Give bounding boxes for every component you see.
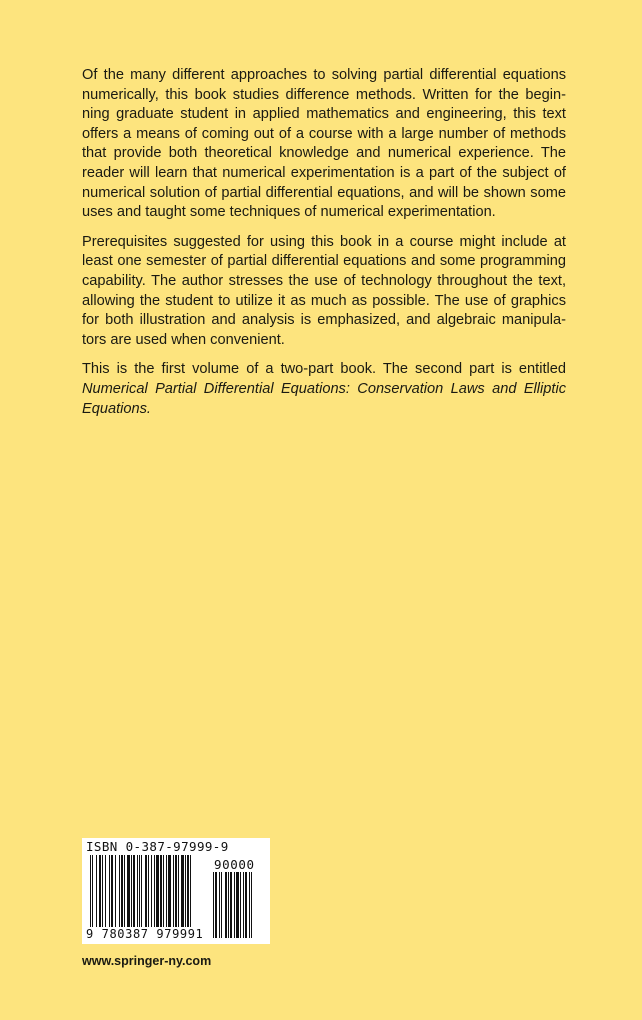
ean-barcode-bars [90,855,208,927]
ean-digits: 9 780387 979991 [86,927,204,941]
barcode-bar [102,855,103,927]
addon-barcode-bars [213,872,265,938]
sequel-title: Numerical Partial Differential Equations: Conservation Laws and Elliptic Equations. [82,380,566,417]
barcode-bar [99,855,101,927]
barcode-bar [139,855,140,927]
barcode-bar [137,855,138,927]
addon-bar [251,872,252,938]
barcode-bar [148,855,149,927]
barcode-bar [131,855,132,927]
addon-bar [219,872,220,938]
barcode-bar [96,855,97,927]
barcode-bar [178,855,179,927]
barcode-bar [175,855,177,927]
addon-bar [215,872,217,938]
barcode-bar [160,855,162,927]
barcode-bar [111,855,113,927]
addon-bar [225,872,227,938]
barcode-bar [190,855,191,927]
addon-digits: 90000 [214,857,255,872]
barcode-bar [92,855,93,927]
blurb-paragraph-3 [82,360,566,419]
barcode-bar [187,855,189,927]
barcode-bar [181,855,184,927]
isbn-barcode [82,838,270,944]
addon-bar [213,872,214,938]
addon-bar [221,872,222,938]
addon-bar [240,872,241,938]
barcode-bar [133,855,135,927]
barcode-bar [173,855,174,927]
addon-bar [243,872,244,938]
addon-bar [234,872,235,938]
barcode-bar [119,855,120,927]
barcode-bar [115,855,116,927]
barcode-bar [124,855,125,927]
barcode-bar [163,855,164,927]
barcode-bar [141,855,142,927]
barcode-bar [105,855,106,927]
addon-bar [236,872,239,938]
addon-bar [249,872,250,938]
addon-bar [230,872,232,938]
barcode-bar [145,855,147,927]
blurb-paragraph-2: Prerequisites suggested for using this book in a course might include at least one semester of partial differential equations and some programming capability. The author stresses the use of technology throughout the text, allowing the student to utilize it as much as possible. The use of graphics for both illustration and analysis is emphasized, and algebraic manipulators are used when convenient. [82,233,566,348]
barcode-bar [154,855,155,927]
barcode-bar [127,855,130,927]
barcode-bar [90,855,91,927]
blurb-paragraph-3-text: This is the first volume of a two-part book. The second part is entitled [82,361,566,378]
barcode-bar [121,855,123,927]
isbn-label: ISBN 0-387-97999-9 [86,839,229,854]
addon-bar [228,872,229,938]
addon-bar [245,872,247,938]
barcode-bar [109,855,110,927]
barcode-bar [156,855,159,927]
blurb-paragraph-1: Of the many different approaches to solving partial differential equations numerically, this book studies difference methods. Written for the beginning graduate student in applied mathematics and engineering, this text offers a means of coming out of a course with a large number of methods that provide both theoretical knowledge and numerical experience. The reader will learn that numerical experimentation is a part of the subject of numerical solution of partial differential equations, and will be shown some uses and taught some techniques of numerical experimentation. [82,67,566,221]
barcode-bar [151,855,152,927]
barcode-bar [185,855,186,927]
barcode-bar [168,855,171,927]
barcode-bar [166,855,167,927]
blurb-text [82,66,566,429]
publisher-url: www.springer-ny.com [82,954,212,968]
